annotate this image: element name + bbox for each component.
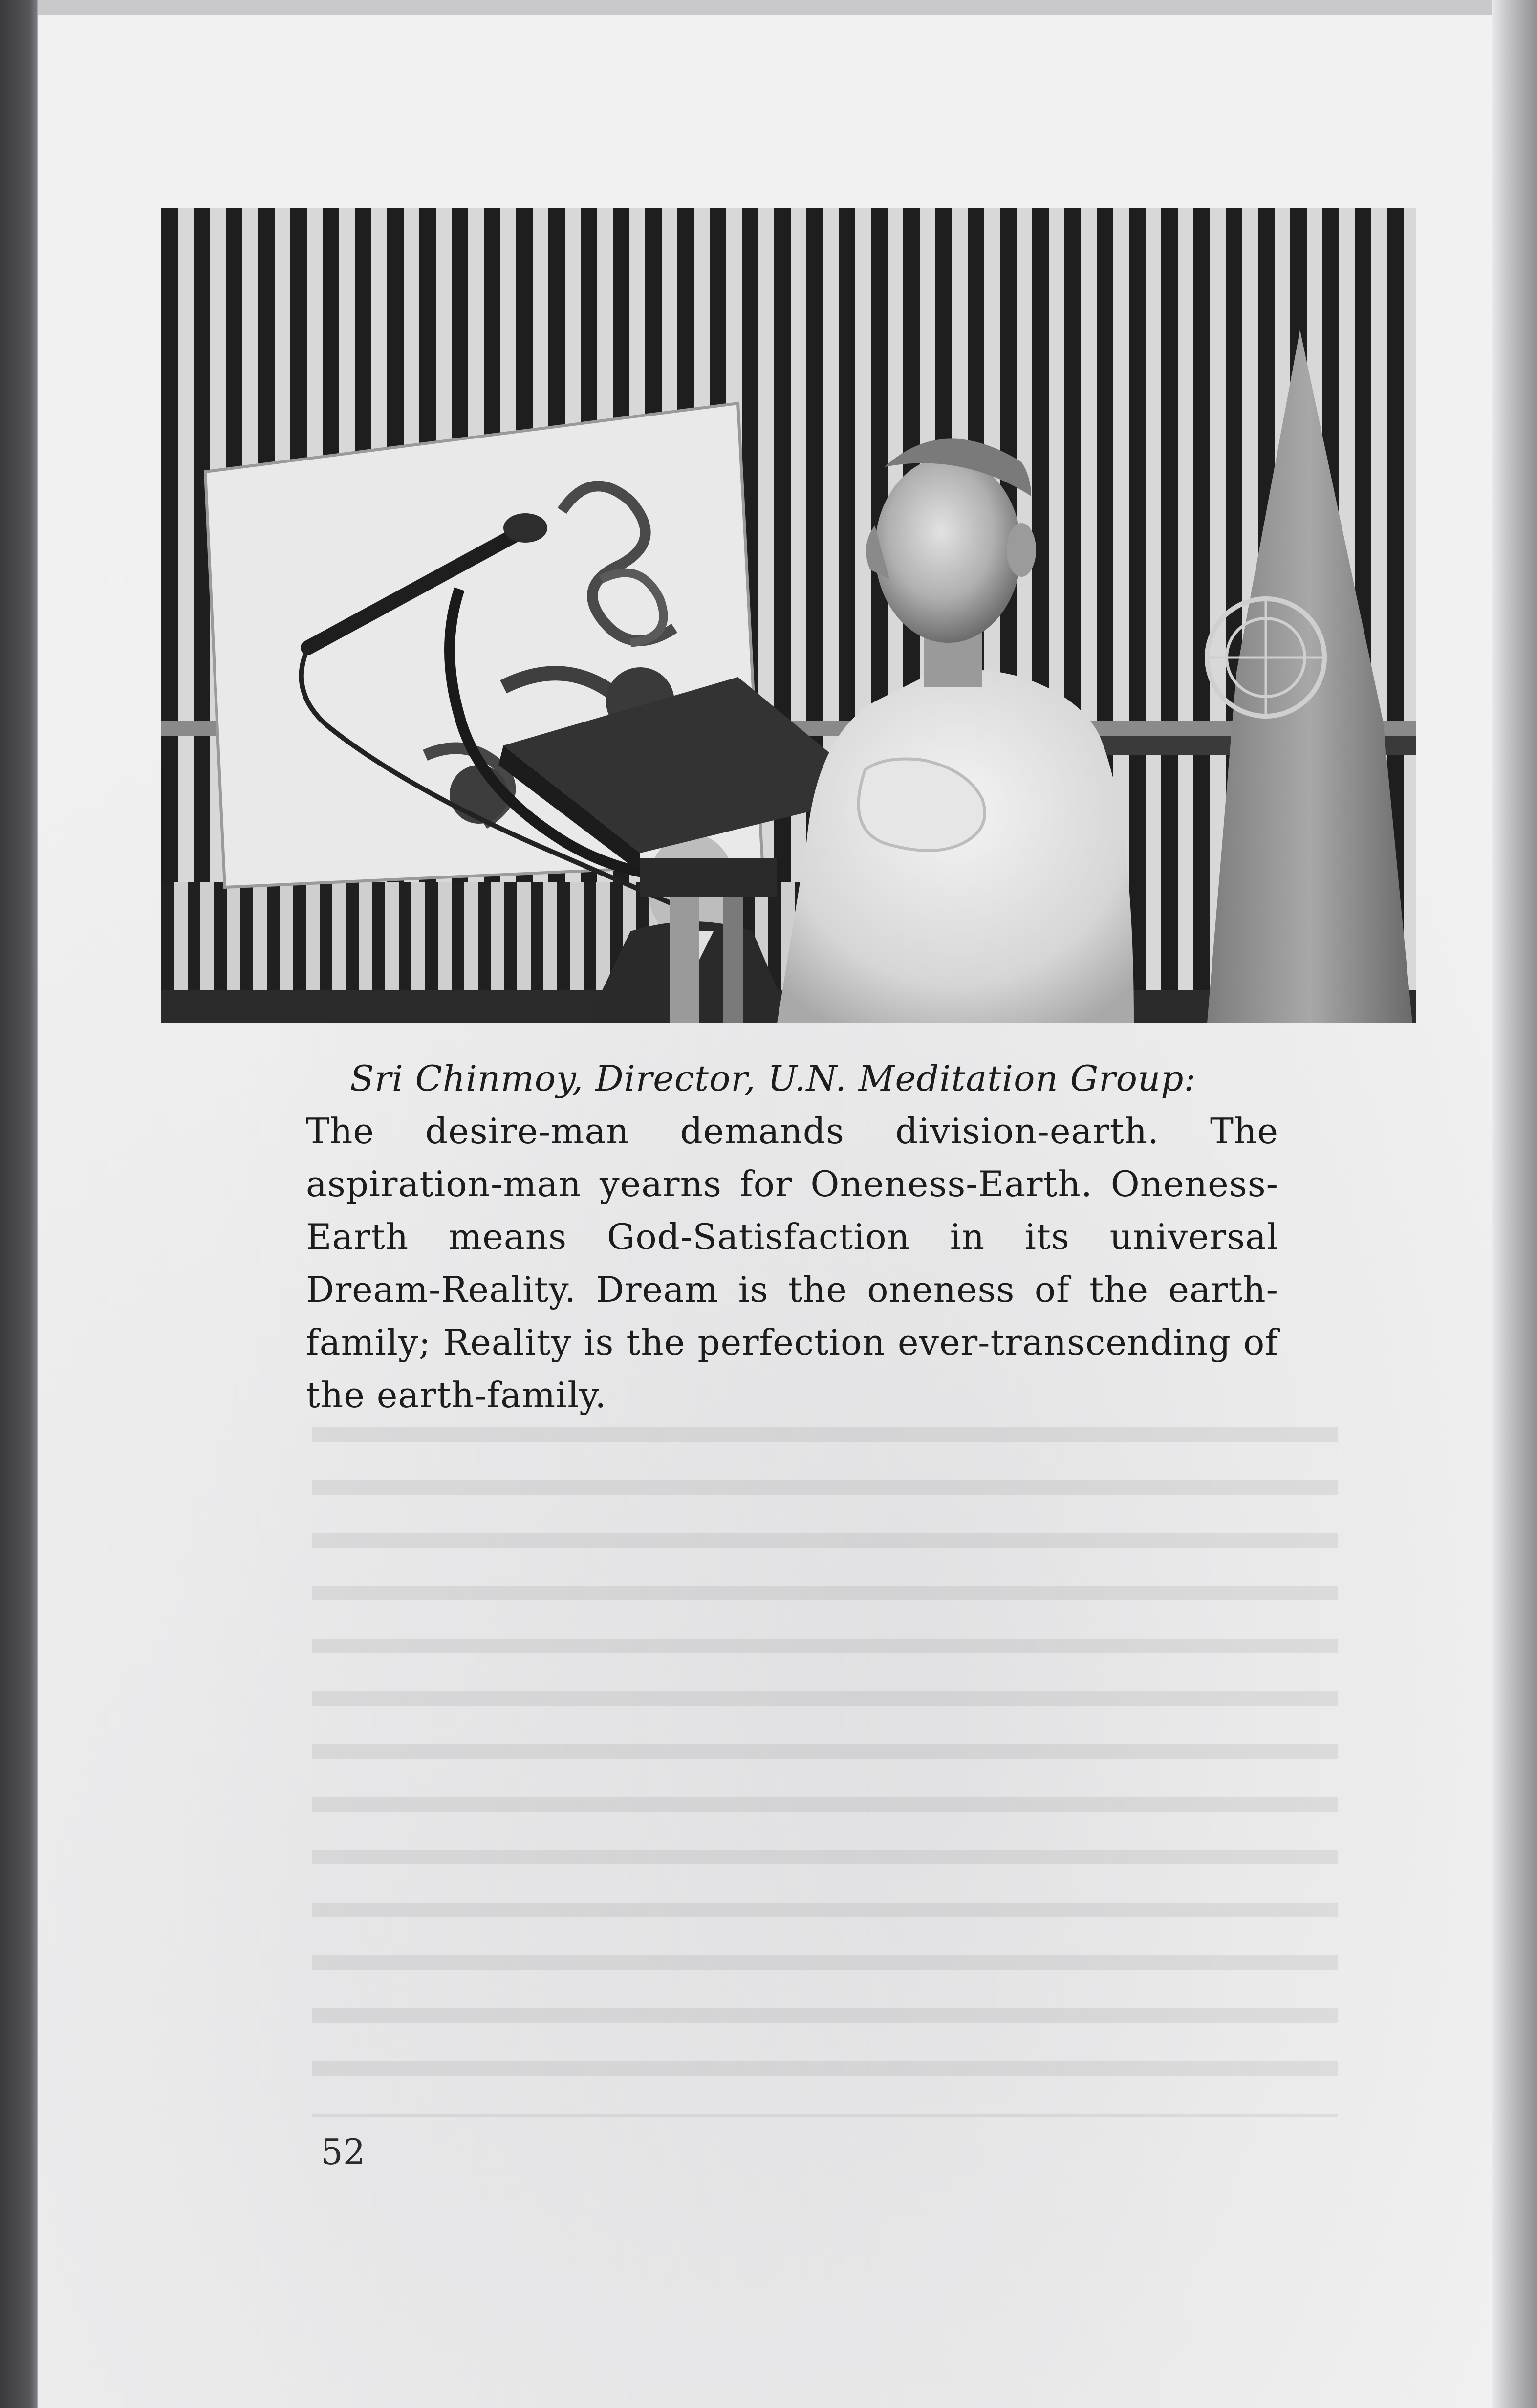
page-edge-shadow	[1492, 0, 1537, 2408]
caption-body: The desire-man demands division-earth. The aspiration-man yearns for Oneness-Earth. Oneness-Earth means God-Satisfaction in its universal Dream-Reality. Dream is the oneness of the earth-family; Reality is the perfection ever-transcending of the earth-family.	[306, 1111, 1278, 1416]
speaker-photograph	[161, 208, 1416, 1023]
book-page	[38, 15, 1492, 2408]
bleed-through-text	[312, 1408, 1338, 2117]
photograph-icon	[161, 208, 1416, 1023]
caption-lead: Sri Chinmoy, Director, U.N. Meditation Group:	[350, 1058, 1196, 1099]
photo-caption	[306, 1052, 1278, 1422]
page-number: 52	[321, 2131, 366, 2172]
